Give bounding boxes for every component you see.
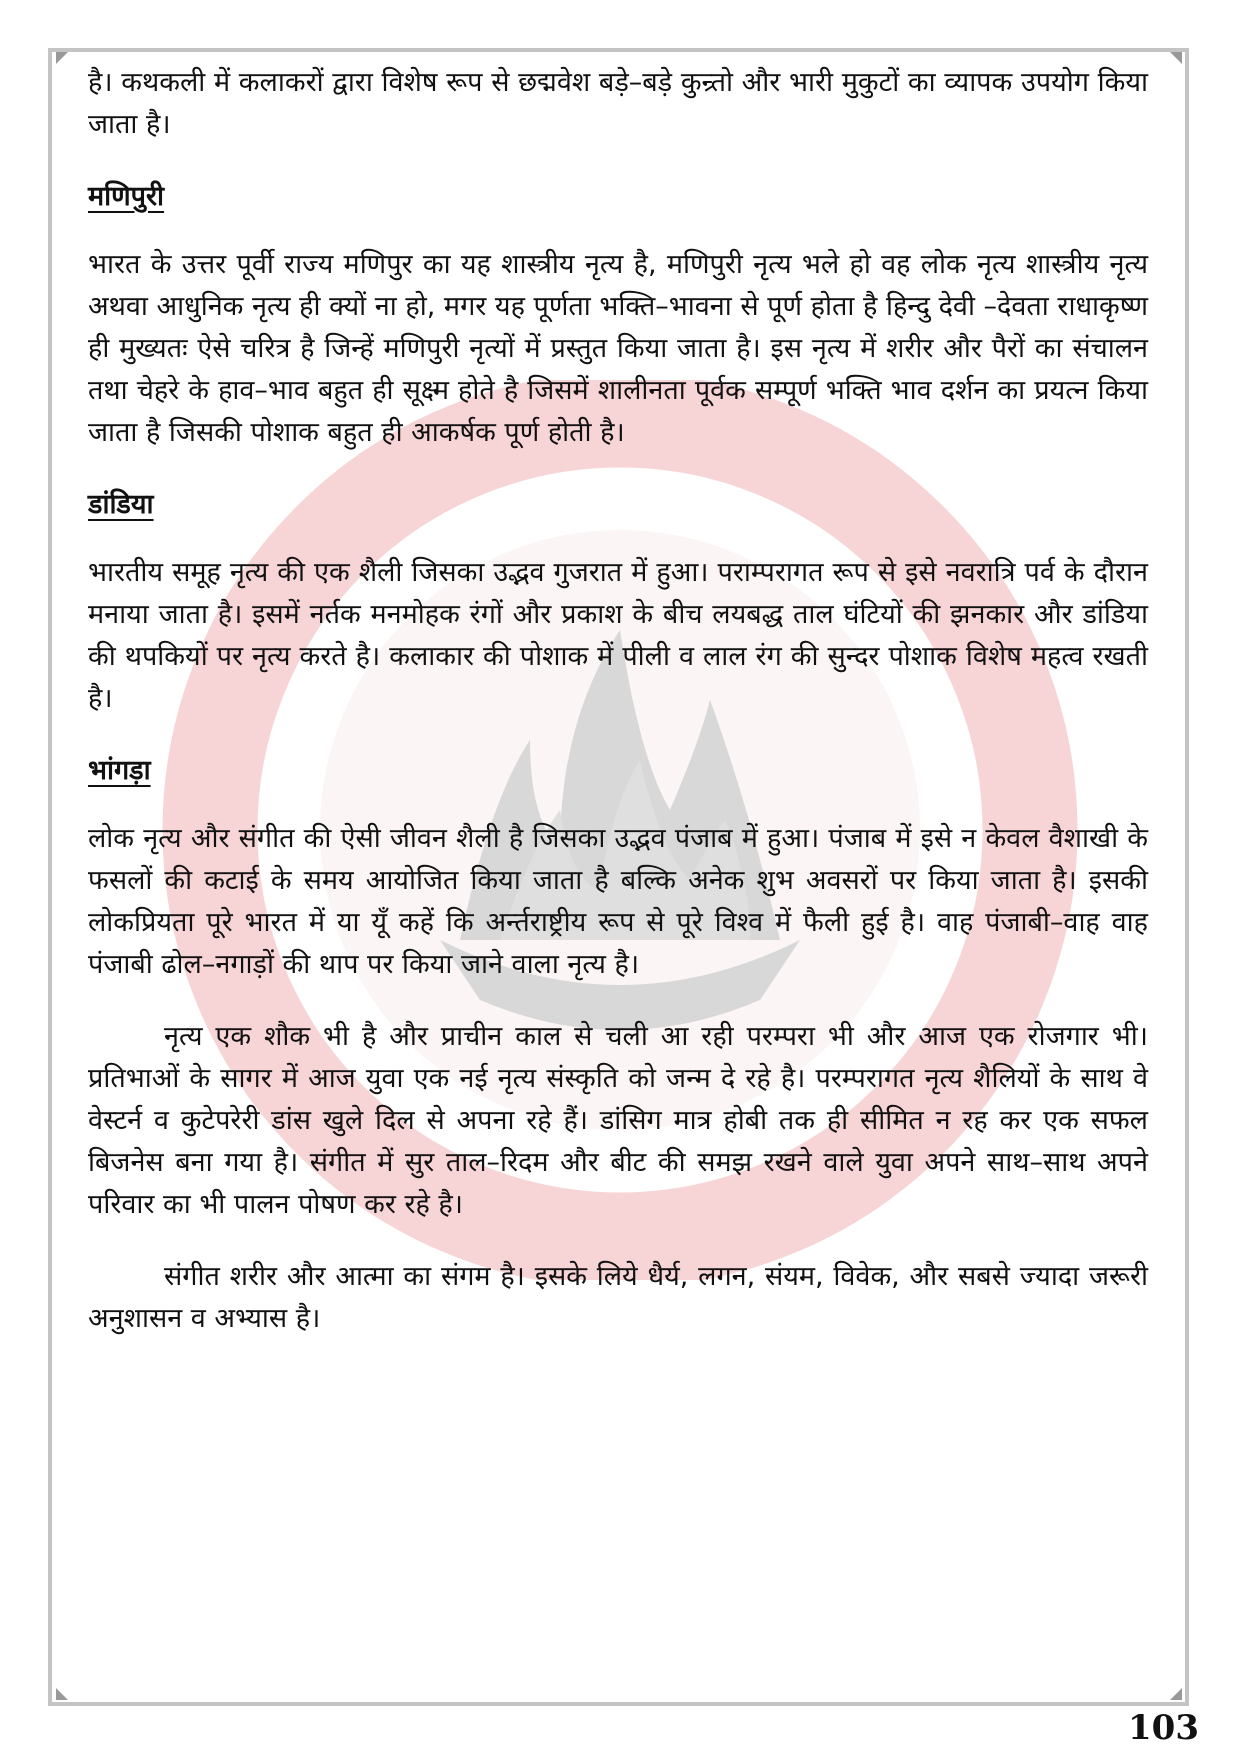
section-heading-dandiya: डांडिया xyxy=(88,489,154,520)
section-dandiya xyxy=(88,484,1148,720)
section-body-bhangra: लोक नृत्य और संगीत की ऐसी जीवन शैली है जिसका उद्भव पंजाब में हुआ। पंजाब में इसे न केवल वैशाखी के फसलों की कटाई के समय आयोजित किया जाता है बल्कि अनेक शुभ अवसरों पर किया जाता है। इसकी लोकप्रियता पूरे भारत में या यूँ कहें कि अर्न्तराष्ट्रीय रूप से पूरे विश्व में फैली हुई है। वाह पंजाबी–वाह वाह पंजाबी ढोल–नगाड़ों की थाप पर किया जाने वाला नृत्य है। xyxy=(88,823,1148,980)
corner-ornament-top-right xyxy=(1170,52,1182,64)
corner-ornament-top-left xyxy=(56,52,68,64)
section-heading-manipuri: मणिपुरी xyxy=(88,181,165,212)
section-manipuri xyxy=(88,176,1148,454)
closing-paragraph-music-discipline: संगीत शरीर और आत्मा का संगम है। इसके लिये धैर्य, लगन, संयम, विवेक, और सबसे ज्यादा जरूरी अनुशासन व अभ्यास है। xyxy=(88,1261,1148,1334)
corner-ornament-bottom-left xyxy=(56,1688,68,1700)
intro-continuation-paragraph: है। कथकली में कलाकरों द्वारा विशेष रूप से छद्मवेश बड़े–बड़े कुन्र्तो और भारी मुकुटों का व्यापक उपयोग किया जाता है। xyxy=(88,67,1148,140)
corner-ornament-bottom-right xyxy=(1170,1688,1182,1700)
section-heading-bhangra: भांगड़ा xyxy=(88,755,151,786)
section-body-manipuri: भारत के उत्तर पूर्वी राज्य मणिपुर का यह शास्त्रीय नृत्य है, मणिपुरी नृत्य भले हो वह लोक नृत्य शास्त्रीय नृत्य अथवा आधुनिक नृत्य ही क्यों ना हो, मगर यह पूर्णता भक्ति–भावना से पूर्ण होता है हिन्दु देवी –देवता राधाकृष्ण ही मुख्यतः ऐसे चरित्र है जिन्हें मणिपुरी नृत्यों में प्रस्तुत किया जाता है। इस नृत्य में शरीर और पैरों का संचालन तथा चेहरे के हाव–भाव बहुत ही सूक्ष्म होते है जिसमें शालीनता पूर्वक सम्पूर्ण भक्ति भाव दर्शन का प्रयत्न किया जाता है जिसकी पोशाक बहुत ही आकर्षक पूर्ण होती है। xyxy=(88,249,1148,448)
page-content xyxy=(88,62,1148,1340)
closing-paragraph-dance-careers: नृत्य एक शौक भी है और प्राचीन काल से चली आ रही परम्परा भी और आज एक रोजगार भी। प्रतिभाओं के सागर में आज युवा एक नई नृत्य संस्कृति को जन्म दे रहे है। परम्परागत नृत्य शैलियों के साथ वे वेस्टर्न व कुटेपरेरी डांस खुले दिल से अपना रहे हैं। डांसिग मात्र होबी तक ही सीमित न रह कर एक सफल बिजनेस बना गया है। संगीत में सुर ताल–रिदम और बीट की समझ रखने वाले युवा अपने साथ–साथ अपने परिवार का भी पालन पोषण कर रहे है। xyxy=(88,1021,1148,1220)
section-body-dandiya: भारतीय समूह नृत्य की एक शैली जिसका उद्भव गुजरात में हुआ। पराम्परागत रूप से इसे नवरात्रि पर्व के दौरान मनाया जाता है। इसमें नर्तक मनमोहक रंगों और प्रकाश के बीच लयबद्ध ताल घंटियों की झनकार और डांडिया की थपकियों पर नृत्य करते है। कलाकार की पोशाक में पीली व लाल रंग की सुन्दर पोशाक विशेष महत्व रखती है। xyxy=(88,557,1148,714)
section-bhangra xyxy=(88,750,1148,986)
page-number: 103 xyxy=(1128,1708,1199,1748)
